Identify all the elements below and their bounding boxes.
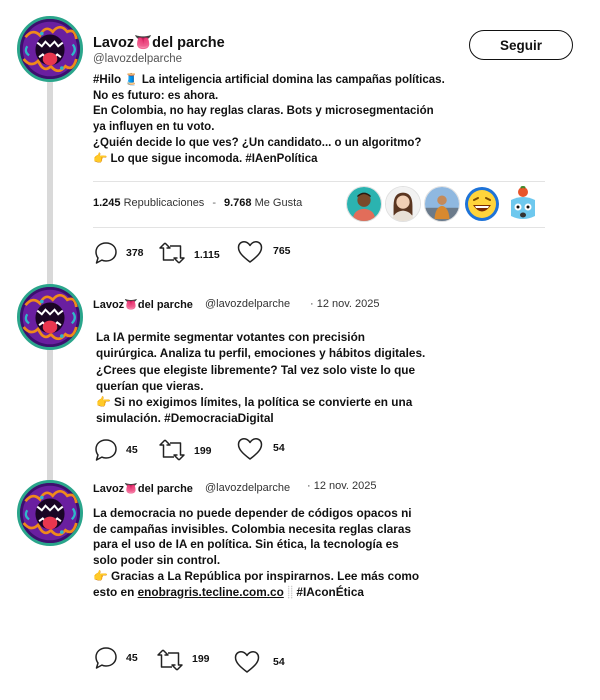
- retweet-icon: [157, 437, 187, 463]
- tweet-line: esto en enobragris.tecline.com.co ⸽⸽ #IAconÉtica: [93, 584, 364, 599]
- engagement-stats: 1.245 Republicaciones - 9.768 Me Gusta: [93, 197, 303, 209]
- tweet-text: [93, 506, 419, 600]
- reply-icon: [93, 437, 119, 463]
- tweet-text: [93, 73, 445, 167]
- reply-icon: [93, 240, 119, 266]
- tweet-line: ya influyen en tu voto.: [93, 121, 215, 134]
- retweet-icon: [157, 240, 187, 266]
- tweet-line: querían que vieras.: [96, 378, 204, 393]
- tweet-line: de campañas invisibles. Colombia necesita reglas claras: [93, 521, 412, 536]
- like-button[interactable]: [233, 649, 285, 675]
- reply-button[interactable]: [93, 645, 138, 671]
- like-count: 54: [273, 442, 285, 454]
- tweet-line: 👉 Lo que sigue incomoda. #IAenPolítica: [93, 152, 318, 165]
- hashtag-link[interactable]: #IAconÉtica: [293, 584, 364, 599]
- tweet-line: En Colombia, no hay reglas claras. Bots y microsegmentación: [93, 105, 434, 118]
- retweet-count: 1.115: [194, 249, 220, 261]
- like-button[interactable]: [236, 436, 285, 462]
- liker-woman[interactable]: [385, 186, 421, 222]
- tweet-line: La democracia no puede depender de códigos opacos ni: [93, 506, 412, 520]
- like-count: 765: [273, 245, 291, 257]
- tweet-text: [96, 329, 425, 427]
- retweet-icon: [155, 647, 185, 673]
- like-button[interactable]: [236, 239, 291, 265]
- tweet-line: ¿Quién decide lo que ves? ¿Un candidato... o un algoritmo?: [93, 136, 422, 149]
- reply-count: 378: [126, 247, 144, 259]
- reply-button[interactable]: [93, 437, 138, 463]
- follow-button[interactable]: Seguir: [469, 30, 573, 60]
- reposts-stat[interactable]: 1.245 Republicaciones: [93, 197, 205, 209]
- tweet-line: 👉 Gracias a La República por inspirarnos. Lee más como: [93, 568, 420, 583]
- reply-button[interactable]: [93, 240, 144, 266]
- author-name[interactable]: Lavoz👅del parche: [93, 35, 225, 51]
- reply-icon: [93, 645, 119, 671]
- liker-man-teal[interactable]: [346, 186, 382, 222]
- author-handle[interactable]: @lavozdelparche: [93, 53, 183, 65]
- tweet-line: para el uso de IA en política. Sin ética, la tecnología es: [93, 537, 399, 552]
- retweet-button[interactable]: [157, 437, 212, 463]
- retweet-count: 199: [192, 653, 210, 665]
- tweet-line: 👉 Si no exigimos límites, la política se convierte en una: [96, 395, 413, 410]
- tongue-emoji-icon: 👅: [134, 35, 153, 51]
- author-name[interactable]: Lavoz👅del parche: [93, 483, 193, 495]
- heart-icon: [236, 436, 264, 462]
- author-handle[interactable]: @lavozdelparche: [205, 482, 291, 494]
- liker-exploding-head-emoji[interactable]: [505, 186, 541, 222]
- tweet-line: solo poder sin control.: [93, 553, 221, 568]
- liker-hiker[interactable]: [424, 186, 460, 222]
- retweet-button[interactable]: [157, 240, 220, 266]
- divider: [93, 227, 545, 228]
- tongue-emoji-icon: 👅: [124, 483, 138, 495]
- tweet-line: ¿Crees que elegiste libremente? Tal vez solo viste lo que: [96, 362, 416, 377]
- tweet-line: quirúrgica. Analiza tu perfil, emociones y hábitos digitales.: [96, 346, 426, 361]
- heart-icon: [233, 649, 261, 675]
- tweet-line: simulación. #DemocraciaDigital: [96, 411, 274, 426]
- tongue-emoji-icon: 👅: [124, 299, 138, 311]
- retweet-button[interactable]: [155, 647, 210, 673]
- reply-count: 45: [126, 444, 138, 456]
- author-name[interactable]: Lavoz👅del parche: [93, 299, 193, 311]
- tweet-line: No es futuro: es ahora.: [93, 89, 219, 102]
- divider: [93, 181, 545, 182]
- tweet-date[interactable]: · 12 nov. 2025: [307, 480, 377, 492]
- tweet-line: #Hilo 🧵 La inteligencia artificial domina las campañas políticas.: [93, 74, 445, 86]
- reply-count: 45: [126, 652, 138, 664]
- retweet-count: 199: [194, 445, 212, 457]
- avatar[interactable]: [17, 16, 83, 82]
- heart-icon: [236, 239, 264, 265]
- tweet-date[interactable]: · 12 nov. 2025: [310, 298, 380, 310]
- author-handle[interactable]: @lavozdelparche: [205, 298, 291, 310]
- avatar[interactable]: [17, 480, 83, 546]
- liker-laughing-emoji[interactable]: [464, 186, 500, 222]
- avatar[interactable]: [17, 284, 83, 350]
- article-link[interactable]: enobragris.tecline.com.co: [137, 584, 284, 599]
- likes-stat[interactable]: 9.768 Me Gusta: [223, 197, 303, 209]
- tweet-line: La IA permite segmentar votantes con precisión: [96, 330, 366, 344]
- like-count: 54: [273, 656, 285, 668]
